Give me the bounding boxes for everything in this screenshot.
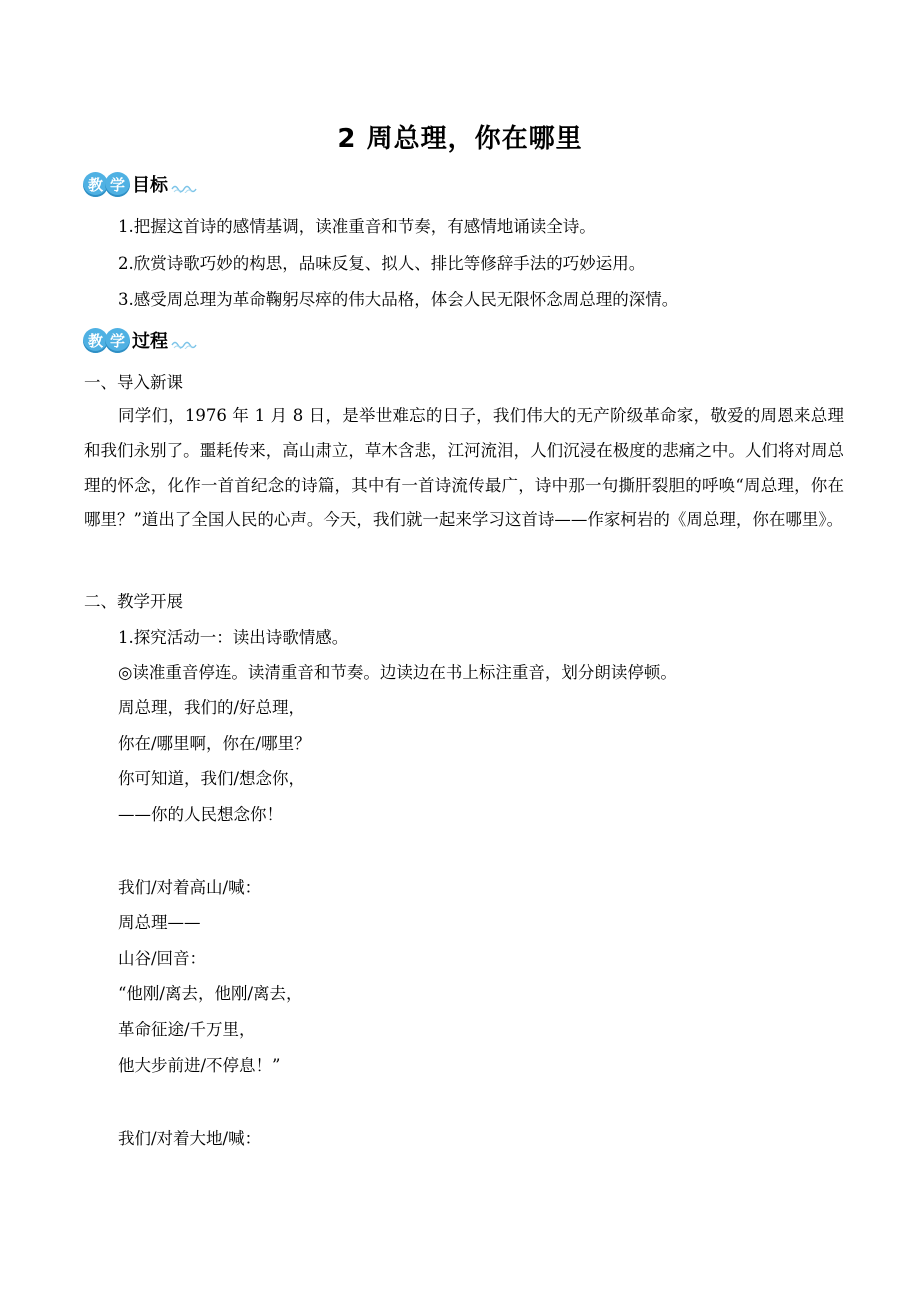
objectives-header (83, 171, 197, 197)
badge-char: 教 (83, 172, 108, 197)
poem-line: ——你的人民想念你！ (118, 805, 283, 824)
section-heading: 一、导入新课 (84, 373, 183, 392)
section-label: 目标 (132, 175, 168, 196)
poem-line: 你可知道，我们/想念你， (118, 769, 306, 788)
poem-line: 我们/对着高山/喊： (118, 878, 262, 897)
badge-char: 教 (83, 328, 108, 353)
intro-paragraph: 同学们，1976 年 1 月 8 日，是举世难忘的日子，我们伟大的无产阶级革命家，敬爱的周恩来总理和我们永别了。噩耗传来，高山肃立，草木含悲，江河流泪，人们沉浸在极度的悲痛之中。人们将对周总理的怀念，化作一首首纪念的诗篇，其中有一首诗流传最广，诗中那一句撕肝裂胆的呼唤“周总理，你在哪里？”道出了全国人民的心声。今天，我们就一起来学习这首诗——作家柯岩的《周总理，你在哪里》。 (84, 406, 844, 530)
badge-char: 学 (105, 328, 130, 353)
activity-note: ◎读准重音停连。读清重音和节奏。边读边在书上标注重音，划分朗读停顿。 (118, 663, 677, 682)
section-label: 过程 (132, 331, 168, 352)
poem-line: 我们/对着大地/喊： (118, 1129, 262, 1148)
page-title: 2 周总理，你在哪里 (337, 124, 583, 154)
objective-item: 2.欣赏诗歌巧妙的构思，品味反复、拟人、排比等修辞手法的巧妙运用。 (118, 254, 646, 273)
poem-line: 山谷/回音： (118, 949, 207, 968)
activity-title: 1.探究活动一：读出诗歌情感。 (118, 628, 349, 647)
section-heading: 二、教学开展 (84, 592, 183, 611)
poem-line: 你在/哪里啊，你在/哪里？ (118, 734, 311, 753)
wave-decoration-icon (171, 339, 197, 349)
wave-decoration-icon (171, 183, 197, 193)
objective-item: 1.把握这首诗的感情基调，读准重音和节奏，有感情地诵读全诗。 (118, 217, 596, 236)
poem-line: 他大步前进/不停息！” (118, 1056, 281, 1075)
poem-line: 周总理，我们的/好总理， (118, 698, 306, 717)
poem-line: 周总理—— (118, 913, 201, 932)
poem-line: “他刚/离去，他刚/离去， (118, 984, 303, 1003)
objective-item: 3.感受周总理为革命鞠躬尽瘁的伟大品格，体会人民无限怀念周总理的深情。 (118, 290, 679, 309)
poem-line: 革命征途/千万里， (118, 1020, 256, 1039)
process-header (83, 327, 197, 353)
badge-char: 学 (105, 172, 130, 197)
